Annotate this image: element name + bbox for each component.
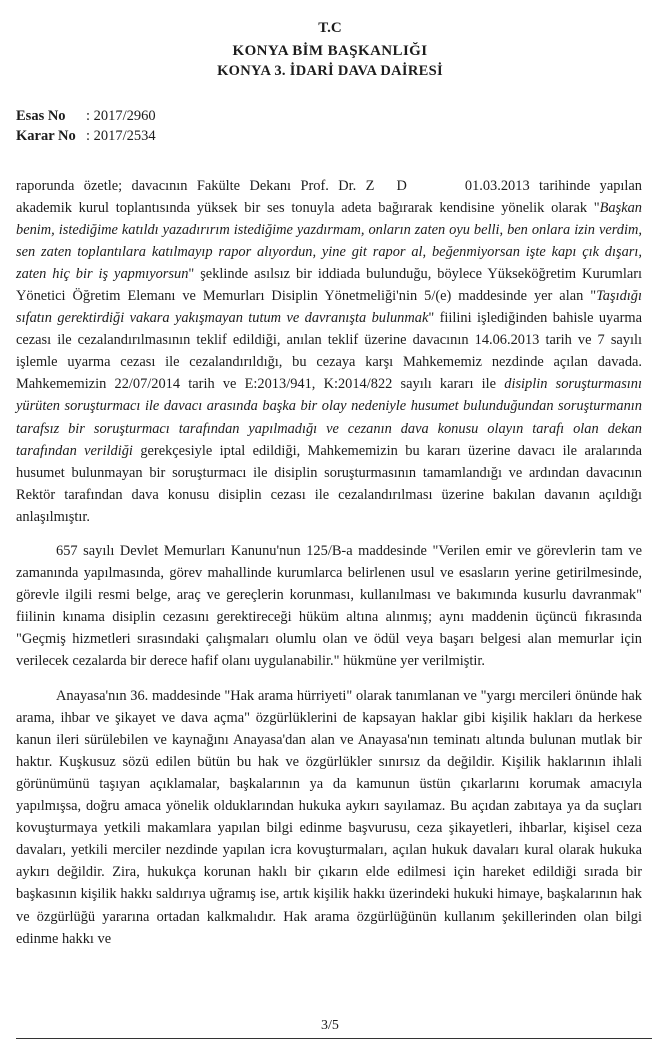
- chamber-name: KONYA 3. İDARİ DAVA DAİRESİ: [217, 63, 443, 79]
- paragraph-2: 657 sayılı Devlet Memurları Kanunu'nun 125/B-a maddesinde "Verilen emir ve görevlerin tam ve zamanında yapılmasında, görev mahallinde kurumlarca belirlenen usul ve esasların yerine getirilmesinde, görevle ilgili resmi belge, araç ve gereçlerin korunması, kullanılması ve bakımında kusurlu davranmak" fiilinin kınama disiplin cezasını gerektireceği hüküm altına alınmış; aynı maddenin üçüncü fıkrasında "Geçmiş hizmetleri sırasındaki çalışmaları olumlu olan ve ödül veya başarı belgesi alan memurlar için verilecek cezalarda bir derece hafif olanı uygulanabilir." hükmüne yer verilmiştir.: [16, 543, 642, 670]
- paragraph-3: Anayasa'nın 36. maddesinde "Hak arama hürriyeti" olarak tanımlanan ve "yargı mercileri önünde hak arama, ihbar ve şikayet ve dava açma" özgürlüklerini de kapsayan haklar gibi kişilik hakları da herkese kanun ileri sürülebilen ve kaynağını Anayasa'dan alan ve Anayasa'nın teminatı altında bulunan mutlak bir haktır. Kuşkusuz sözü edilen bütün bu hak ve özgürlükler sınırsız da değildir. Kişilik haklarının ihlali görünümünü taşıyan açıklamalar, başkalarının ya da kamunun üstün çıkarlarını korumak amacıyla yapılmışsa, doğru amaca yönelik olduklarından hukuka aykırı sayılamaz. Bu açıdan zabıtaya ya da suçları kovuşturmaya yetkili makamlara yapılan bilgi edinme başvurusu, ceza şikayetleri, ihbarlar, kişisel ceza davaları, yetkili merciler nezdinde yapılan icra kovuşturmaları, açılan hukuk davaları kural olarak hukuka aykırı değildir. Zira, hukukça korunan haklı bir çıkarın elde edilmesi için hareket edildiği sırada bir başkasının kişilik hakkı saldırıya uğramış ise, artık kişilik hakkı üzerindeki hukuki himaye, başkalarının hak ve özgürlüğü yararına ortadan kalkmalıdır. Hak arama özgürlüğünün kullanım şekillerinden olan bilgi edinme hakkı ve: [16, 688, 642, 947]
- document-body: [16, 175, 642, 962]
- paragraph-1-part-a: raporunda özetle; davacının Fakülte Dekanı Prof. Dr. Z: [16, 178, 375, 194]
- esas-number-row: [16, 108, 156, 125]
- karar-value: : 2017/2534: [86, 128, 156, 144]
- page-number: 3/5: [321, 1018, 339, 1033]
- header-tc: T.C: [318, 20, 342, 36]
- paragraph-1-quote-2: Taşıdığı sıfatın gerektirdiği vakara yakışmayan tutum ve davranışta bulunmak: [16, 288, 642, 327]
- paragraph-1-part-f: gerekçesiyle iptal edildiği, Mahkememizin bu kararı üzerine davacı ile aralarında husumet bulunmayan bir soruşturmacı ile disiplin soruşturmasının tamamlandığı ve ardından davacının Rektör tarafından dava konusu disiplin cezası ile cezalandırılması üzerine bakılan davanın açıldığı anlaşılmıştır.: [16, 442, 642, 525]
- paragraph-1-quote-1: Başkan benim, istediğime katıldı yazadırırım istediğime yazdırmam, onların zaten oyu belli, ben onlara izin verdim, sen zaten toplantılara katılmayıp rapor alıyordun, yine git rapor al, beğenmiyorsan işte kapı çık dışarı, zaten hiç bir iş yapmıyorsun: [16, 200, 642, 283]
- karar-number-row: [16, 128, 156, 145]
- paragraph-1-quote-3: disiplin soruşturmasını yürüten soruşturmacı ile davacı arasında başka bir olay nedeniyle husumet bulunduğundan soruşturmanın tarafsız bir soruşturmacı tarafından yapılmadığı ve cezanın dava konusu olayın tarafı olan dekan tarafından verildiği: [16, 376, 642, 459]
- karar-label: Karar No: [16, 128, 76, 144]
- paragraph-1-part-d: " şeklinde asılsız bir iddiada bulunduğu, böylece Yükseköğretim Kurumları Yönetici Öğretim Elemanı ve Memurları Disiplin Yönetmeliği'nin 5/(e) maddesinde yer alan ": [16, 266, 642, 305]
- court-name: KONYA BİM BAŞKANLIĞI: [232, 43, 428, 59]
- paragraph-1-part-e: " fiilini işlediğinden bahisle uyarma cezası ile cezalandırılmasının teklif edildiği, anılan teklif üzerine davacının 14.06.2013 tarih ve 7 sayılı işlemle uyarma cezası ile cezalandırıldığı, bu cezaya karşı Mahkememiz nezdinde açılan davada. Mahkememizin 22/07/2014 tarih ve E:2013/941, K:2014/822 sayılı kararı ile: [16, 310, 643, 393]
- paragraph-1: [16, 175, 642, 528]
- esas-value: : 2017/2960: [86, 108, 156, 124]
- paragraph-1-part-b: D: [396, 178, 407, 194]
- paragraph-1-part-c: 01.03.2013 tarihinde yapılan akademik kurul toplantısında yüksek bir ses tonuyla adeta bağırarak kendisine yönelik olarak ": [16, 178, 642, 217]
- footer-rule: [16, 1038, 652, 1039]
- esas-label: Esas No: [16, 108, 66, 124]
